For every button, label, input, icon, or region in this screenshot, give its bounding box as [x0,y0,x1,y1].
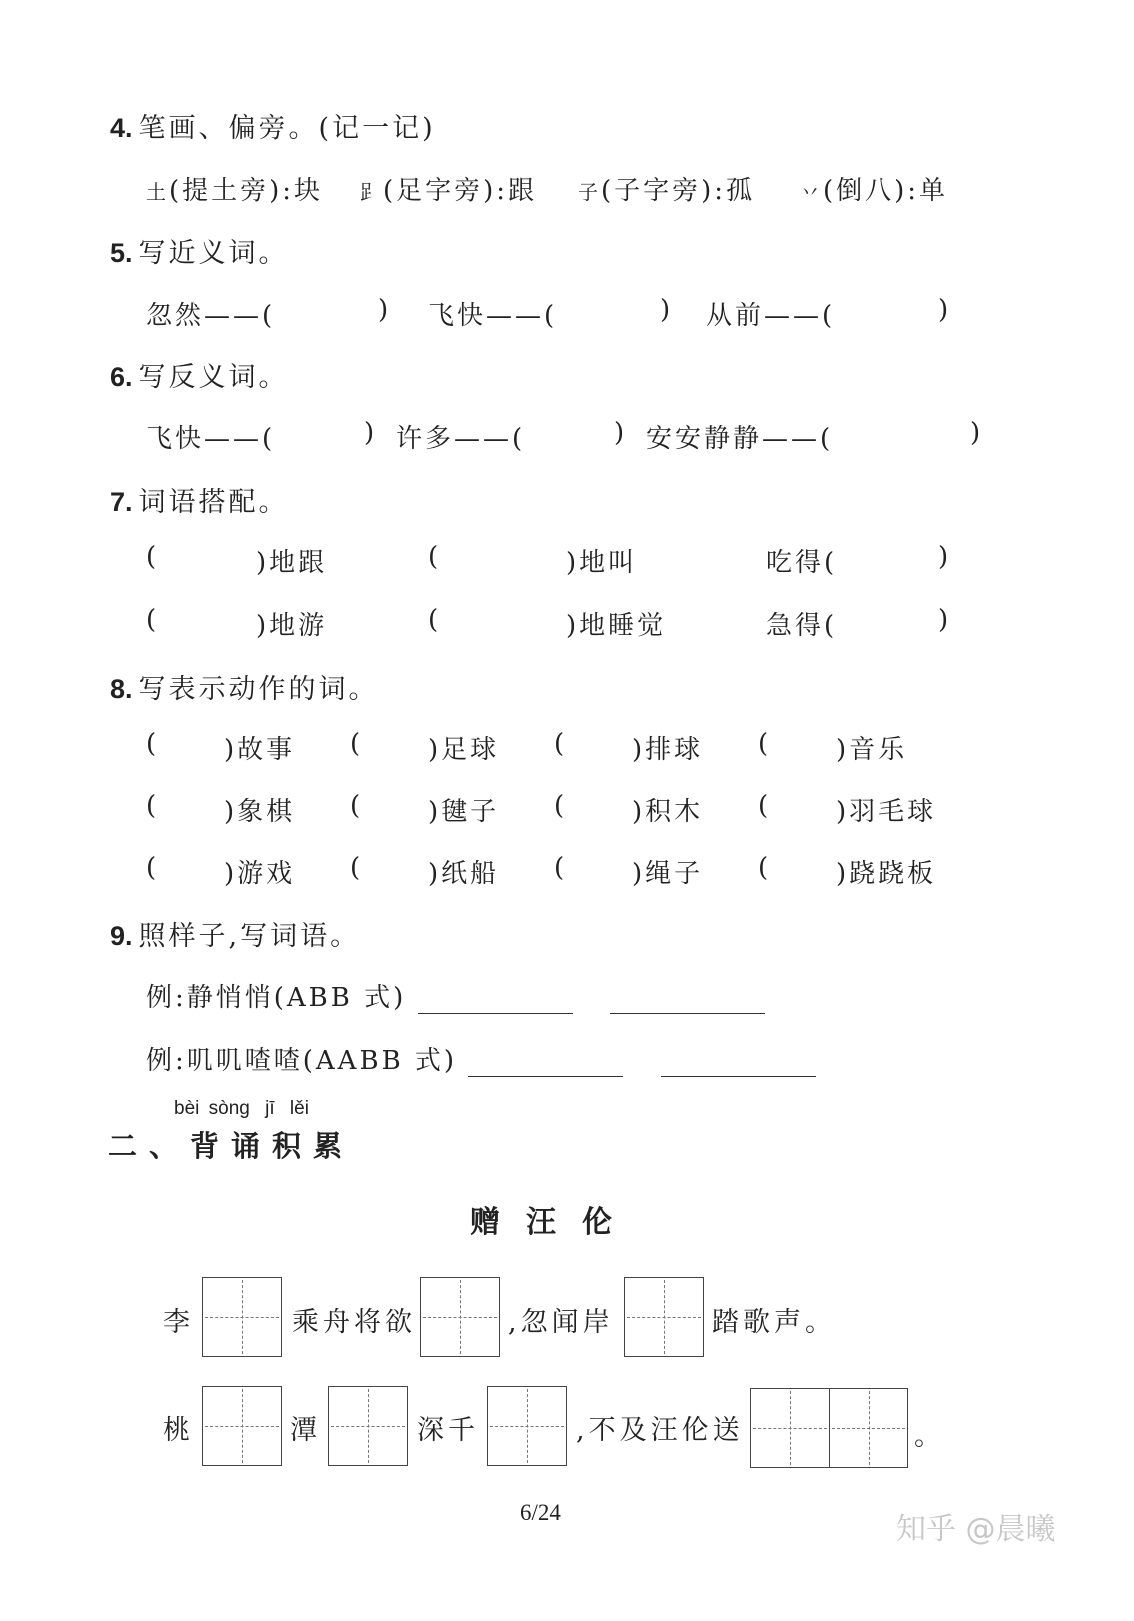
bracket-open: ( [554,853,568,883]
question-text: 词语搭配。 [138,487,289,518]
radical-item [800,170,948,207]
pinyin-syllable: jī [265,1098,275,1119]
radical-label: (倒八):单 [823,176,949,206]
answer-blank[interactable] [468,1050,623,1077]
question-text: 写表示动作的词。 [138,674,379,705]
question-number: 8. [110,674,133,704]
pinyin-syllable: lěi [289,1098,309,1119]
question-number: 7. [110,487,133,517]
pinyin-syllable: bèi [174,1098,200,1119]
poem-title: 赠汪伦 [470,1205,638,1240]
writing-box[interactable] [202,1386,282,1466]
example-abb [146,977,765,1014]
bracket-open: ( [146,605,160,635]
action-object: )排球 [632,735,704,765]
action-object: )象棋 [224,797,296,827]
bracket-open: ( [350,729,364,759]
collocation-word: )地跟 [256,548,328,578]
poem-text: 。 [914,1421,945,1452]
bracket-open: ( [146,853,160,883]
action-object: )绳子 [632,859,704,889]
action-object: )故事 [224,735,296,765]
answer-bracket-close: ) [938,295,952,325]
question-9-title [110,914,360,953]
answer-bracket-close: ) [378,295,392,325]
poem-text: 李 [163,1307,194,1338]
bracket-open: ( [428,542,442,572]
section-2-title: 二、背诵积累 [108,1129,355,1163]
question-8-title [110,667,379,706]
antonym-prompt: 许多——( [396,424,526,454]
bracket-open: ( [350,791,364,821]
collocation-word: )地睡觉 [566,611,667,641]
answer-bracket-close: ) [970,418,984,448]
radical-glyph: 𧾷 [360,180,383,204]
question-number: 9. [110,921,133,951]
action-object: )音乐 [836,735,908,765]
bracket-open: ( [146,791,160,821]
bracket-open: ( [554,729,568,759]
pinyin-annotation [174,1098,309,1120]
collocation-word: 急得( [766,611,838,641]
pinyin-syllable: sòng [208,1098,250,1119]
answer-bracket-close: ) [938,542,952,572]
bracket-open: ( [146,542,160,572]
writing-box[interactable] [420,1277,500,1357]
radical-label: (足字旁):跟 [383,176,538,206]
writing-box[interactable] [202,1277,282,1357]
synonym-prompt: 飞快——( [428,301,558,331]
synonym-prompt: 从前——( [706,301,836,331]
question-number: 6. [110,362,133,392]
watermark: 知乎 @晨曦 [896,1512,1056,1547]
page-number: 6/24 [520,1500,561,1525]
poem-text: 潭 [290,1415,321,1446]
question-text: 照样子,写词语。 [138,921,361,952]
answer-bracket-close: ) [364,418,378,448]
radical-label: (子字旁):孤 [601,176,756,206]
radical-glyph: 子 [578,180,601,204]
poem-text: 乘舟将欲 [292,1307,416,1338]
antonym-prompt: 飞快——( [146,424,276,454]
bracket-open: ( [146,729,160,759]
radical-label: (提土旁):块 [169,176,324,206]
writing-box-wide[interactable] [750,1388,908,1468]
synonym-prompt: 忽然——( [146,301,276,331]
example-label: 例:叽叽喳喳(AABB 式) [146,1046,458,1076]
action-object: )足球 [428,735,500,765]
question-text: 写近义词。 [138,238,289,269]
question-4-title [110,106,436,145]
poem-text: ,忽闻岸 [508,1307,614,1338]
writing-box[interactable] [328,1386,408,1466]
bracket-open: ( [758,729,772,759]
radical-item [360,170,537,207]
action-object: )纸船 [428,859,500,889]
example-aabb [146,1040,816,1077]
poem-text: 踏歌声。 [712,1307,836,1338]
action-object: )跷跷板 [836,859,937,889]
writing-box[interactable] [487,1386,567,1466]
answer-bracket-close: ) [614,418,628,448]
radical-item [578,170,755,207]
poem-text: ,不及汪伦送 [576,1415,744,1446]
action-object: )积木 [632,797,704,827]
bracket-open: ( [428,605,442,635]
collocation-word: )地叫 [566,548,638,578]
answer-bracket-close: ) [660,295,674,325]
action-object: )羽毛球 [836,797,937,827]
question-text: 写反义词。 [138,362,289,393]
question-5-title [110,231,289,270]
action-object: )游戏 [224,859,296,889]
answer-bracket-close: ) [938,605,952,635]
question-7-title [110,480,289,519]
radical-item [146,170,323,207]
question-number: 5. [110,238,133,268]
action-object: )毽子 [428,797,500,827]
answer-blank[interactable] [418,987,573,1014]
collocation-word: 吃得( [766,548,838,578]
answer-blank[interactable] [661,1050,816,1077]
bracket-open: ( [758,853,772,883]
bracket-open: ( [350,853,364,883]
radical-glyph: 丷 [800,180,823,204]
example-label: 例:静悄悄(ABB 式) [146,983,407,1013]
poem-text: 深千 [417,1415,479,1446]
radical-glyph: 土 [146,180,169,204]
question-6-title [110,355,289,394]
question-number: 4. [110,113,133,143]
bracket-open: ( [758,791,772,821]
question-text: 笔画、偏旁。(记一记) [138,113,436,144]
antonym-prompt: 安安静静——( [646,424,834,454]
poem-text: 桃 [163,1415,194,1446]
collocation-word: )地游 [256,611,328,641]
writing-box[interactable] [624,1277,704,1357]
answer-blank[interactable] [610,987,765,1014]
bracket-open: ( [554,791,568,821]
